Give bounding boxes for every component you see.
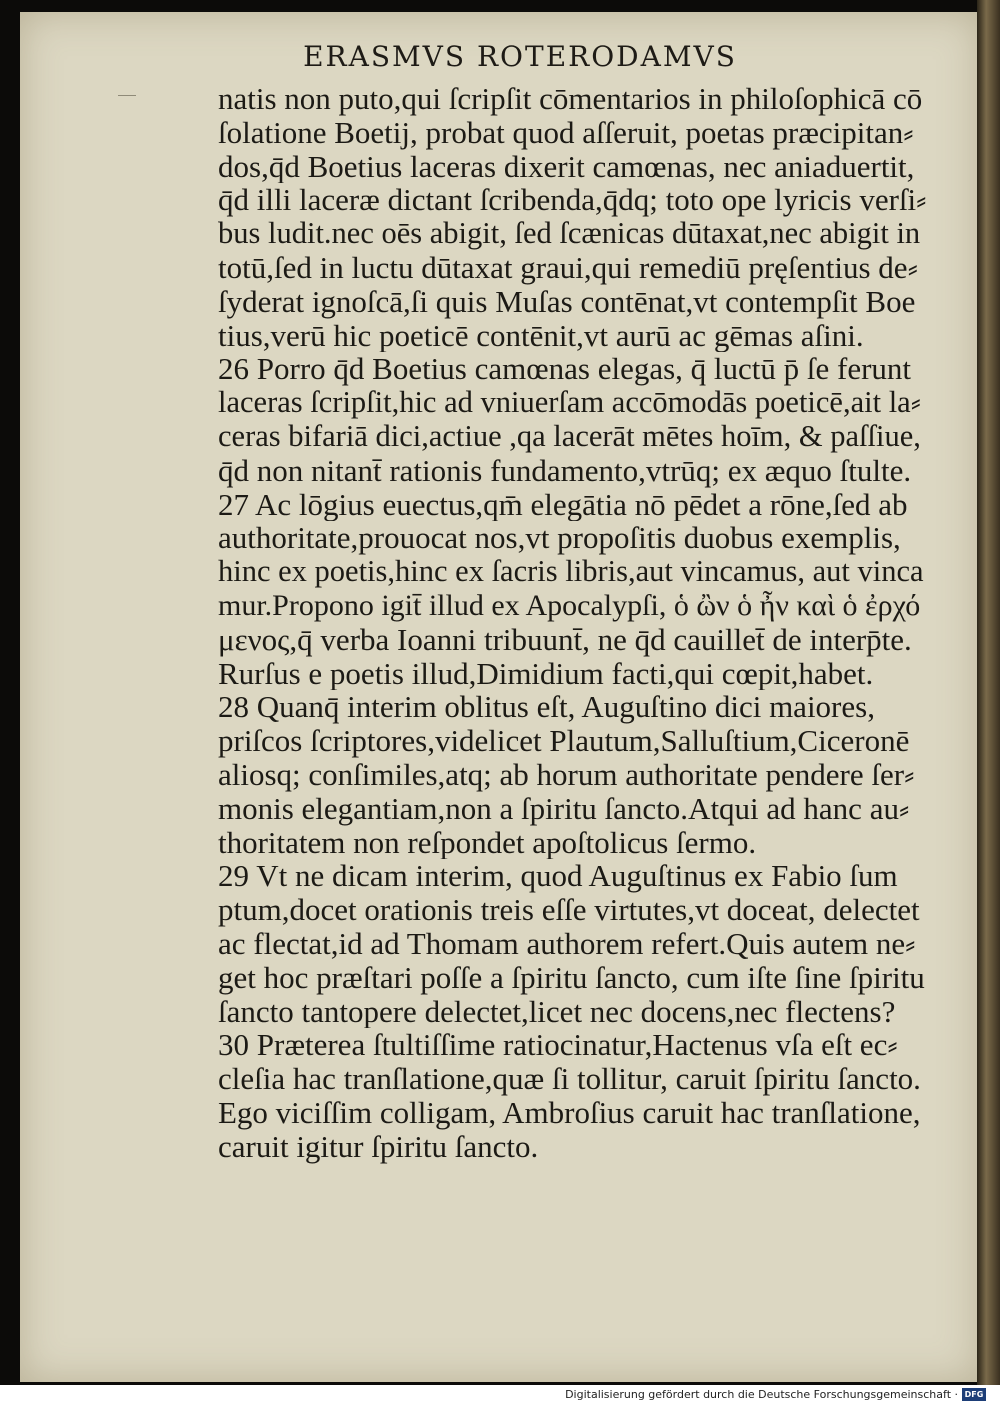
text-line: mur.Propono igit̄ illud ex Apocalypſi, ὁ ὢν ὁ ἦν καὶ ὁ ἐρχό	[218, 588, 921, 622]
text-line: ſolatione Boetij, probat quod aſſeruit, poetas præcipitan⸗	[218, 115, 914, 150]
text-line: laceras ſcripſit,hic ad vniuerſam accōmodās poeticē,ait la⸗	[218, 386, 921, 420]
text-line: ceras bifariā dici,actiue ,qa lacerāt mētes hoīm, & paſſiue,	[218, 419, 921, 453]
text-line: hinc ex poetis,hinc ex ſacris libris,aut vincamus, aut vinca	[218, 555, 924, 589]
text-line: μενος,q̄ verba Ioanni tribuunt̄, ne q̄d cauillet̄ de interp̄te.	[218, 622, 912, 657]
text-line: priſcos ſcriptores,videlicet Plautum,Salluſtium,Ciceronē	[218, 724, 910, 758]
text-line: 29 Vt ne dicam interim, quod Auguſtinus ex Fabio ſum	[218, 859, 898, 894]
text-line: q̄d illi laceræ dictant ſcribenda,q̄dq; toto ope lyricis verſi⸗	[218, 183, 927, 218]
text-line: dos,q̄d Boetius laceras dixerit camœnas, nec aniaduertit,	[218, 149, 915, 184]
text-line: natis non puto,qui ſcripſit cōmentarios in philoſophicā cō	[218, 82, 923, 116]
text-line: q̄d non nitant̄ rationis fundamento,vtrūq; ex æquo ſtulte.	[218, 453, 912, 488]
running-head: ERASMVS ROTERODAMVS	[303, 40, 737, 73]
text-line: aliosq; conſimiles,atq; ab horum authoritate pendere ſer⸗	[218, 757, 915, 792]
text-line: 26 Porro q̄d Boetius camœnas elegas, q̄ luctū p̄ ſe ferunt	[218, 352, 912, 387]
text-line: authoritate,prouocat nos,vt propoſitis duobus exemplis,	[218, 521, 901, 556]
text-line: get hoc præſtari poſſe a ſpiritu ſancto, cum iſte ſine ſpiritu	[218, 960, 925, 995]
page-edge	[977, 0, 1000, 1385]
text-block	[218, 82, 928, 1164]
footer-credit: Digitalisierung gefördert durch die Deutsche Forschungsgemeinschaft ·	[565, 1388, 958, 1401]
text-line: caruit igitur ſpiritu ſancto.	[218, 1129, 539, 1164]
text-line: 28 Quanq̄ interim oblitus eſt, Auguſtino dici maiores,	[218, 690, 875, 725]
text-line: Ego viciſſim colligam, Ambroſius caruit hac tranſlatione,	[218, 1095, 921, 1130]
text-line: totū,ſed in luctu dūtaxat graui,qui remediū pręſentius de⸗	[218, 250, 918, 285]
text-line: monis elegantiam,non a ſpiritu ſancto.Atqui ad hanc au⸗	[218, 791, 910, 826]
text-line: thoritatem non reſpondet apoſtolicus ſermo.	[218, 825, 757, 860]
text-line: tius,verū hic poeticē contēnit,vt aurū ac gēmas aſini.	[218, 318, 864, 353]
text-line: Rurſus e poetis illud,Dimidium facti,qui cœpit,habet.	[218, 656, 874, 691]
dfg-logo-icon: DFG	[962, 1388, 986, 1401]
margin-mark	[118, 95, 136, 96]
text-line: cleſia hac tranſlatione,quæ ſi tollitur, caruit ſpiritu ſancto.	[218, 1062, 921, 1096]
text-line: ac flectat,id ad Thomam authorem refert.Quis autem ne⸗	[218, 926, 916, 961]
text-line: bus ludit.nec oēs abigit, ſed ſcænicas dūtaxat,nec abigit in	[218, 217, 921, 251]
text-line: ſancto tantopere delectet,licet nec docens,nec flectens?	[218, 994, 896, 1029]
text-line: 27 Ac lōgius euectus,qm̄ elegātia nō pēdet a rōne,ſed ab	[218, 487, 908, 522]
text-line: ptum,docet orationis treis eſſe virtutes,vt doceat, delectet	[218, 893, 920, 927]
text-line: 30 Præterea ſtultiſſime ratiocinatur,Hactenus vſa eſt ec⸗	[218, 1028, 898, 1063]
text-line: ſyderat ignoſcā,ſi quis Muſas contēnat,vt contempſit Boe	[218, 284, 916, 319]
